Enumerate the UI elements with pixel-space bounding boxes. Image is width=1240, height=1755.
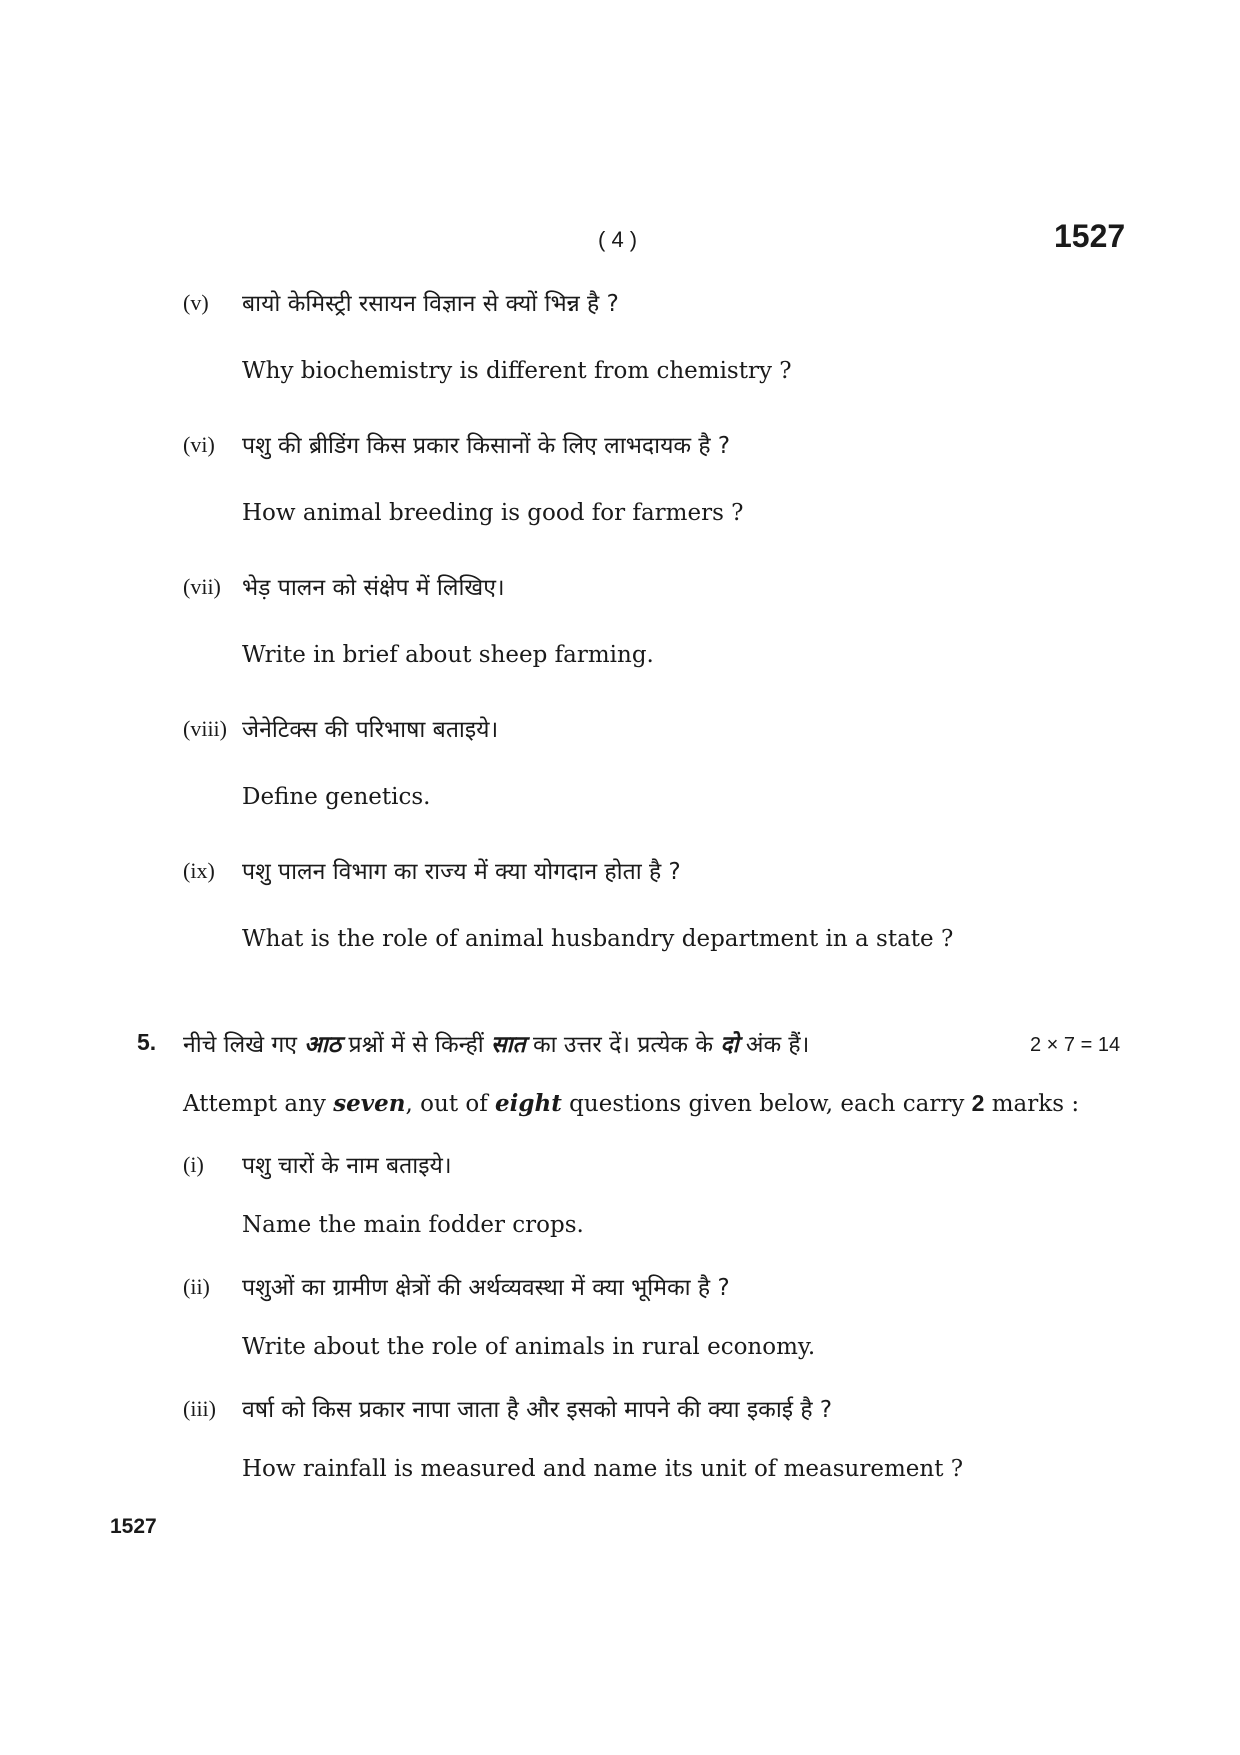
question-hindi: बायो केमिस्ट्री रसायन विज्ञान से क्यों भिन्न है ? (242, 291, 619, 317)
item-number: (iii) (183, 1396, 216, 1421)
question-hindi: जेनेटिक्स की परिभाषा बताइये। (242, 717, 499, 743)
text-segment: questions given below, each carry (561, 1091, 972, 1117)
question-hindi: पशु चारों के नाम बताइये। (242, 1153, 452, 1179)
text-segment: अंक हैं। (738, 1032, 810, 1058)
question5-instruction-hindi (183, 1027, 809, 1059)
question-english: What is the role of animal husbandry department in a state ? (242, 926, 954, 952)
emphasis-seven: seven (333, 1090, 406, 1117)
item-number: (ix) (183, 858, 215, 883)
question-english: Write in brief about sheep farming. (242, 642, 654, 668)
item-number: (vii) (183, 574, 221, 599)
question-english: How rainfall is measured and name its unit of measurement ? (242, 1456, 964, 1482)
item-number: (v) (183, 290, 209, 315)
question-hindi: पशु पालन विभाग का राज्य में क्या योगदान होता है ? (242, 859, 681, 885)
item-number: (viii) (183, 716, 227, 741)
question-english: How animal breeding is good for farmers ? (242, 500, 744, 526)
question-hindi: वर्षा को किस प्रकार नापा जाता है और इसको मापने की क्या इकाई है ? (242, 1397, 833, 1423)
item-number: (i) (183, 1152, 204, 1177)
question-english: Name the main fodder crops. (242, 1212, 584, 1238)
question-english: Why biochemistry is different from chemistry ? (242, 358, 792, 384)
question-hindi: पशु की ब्रीडिंग किस प्रकार किसानों के लिए लाभदायक है ? (242, 433, 731, 459)
item-number: (ii) (183, 1274, 210, 1299)
text-segment: , out of (405, 1091, 496, 1117)
text-segment: प्रश्नों में से किन्हीं (341, 1032, 492, 1058)
emphasis-eight: आठ (304, 1032, 342, 1058)
paper-code-footer: 1527 (110, 1515, 157, 1538)
paper-code-header: 1527 (1054, 218, 1126, 254)
text-segment: नीचे लिखे गए (183, 1032, 305, 1058)
marks-allocation: 2 × 7 = 14 (1030, 1034, 1121, 1056)
question5-instruction-english (183, 1090, 1079, 1117)
question-hindi: भेड़ पालन को संक्षेप में लिखिए। (242, 575, 505, 601)
emphasis-two: दो (720, 1032, 739, 1058)
emphasis-eight: eight (495, 1090, 562, 1117)
text-segment: का उत्तर दें। प्रत्येक के (525, 1032, 721, 1058)
emphasis-seven: सात (491, 1032, 526, 1058)
question-number: 5. (137, 1029, 157, 1055)
emphasis-marks: 2 (971, 1090, 985, 1116)
text-segment: marks : (984, 1091, 1080, 1117)
page-number: ( 4 ) (598, 227, 638, 252)
question-english: Define genetics. (242, 784, 431, 810)
question-english: Write about the role of animals in rural economy. (242, 1334, 816, 1360)
item-number: (vi) (183, 432, 215, 457)
text-segment: Attempt any (183, 1091, 334, 1117)
question-hindi: पशुओं का ग्रामीण क्षेत्रों की अर्थव्यवस्था में क्या भूमिका है ? (242, 1275, 730, 1301)
